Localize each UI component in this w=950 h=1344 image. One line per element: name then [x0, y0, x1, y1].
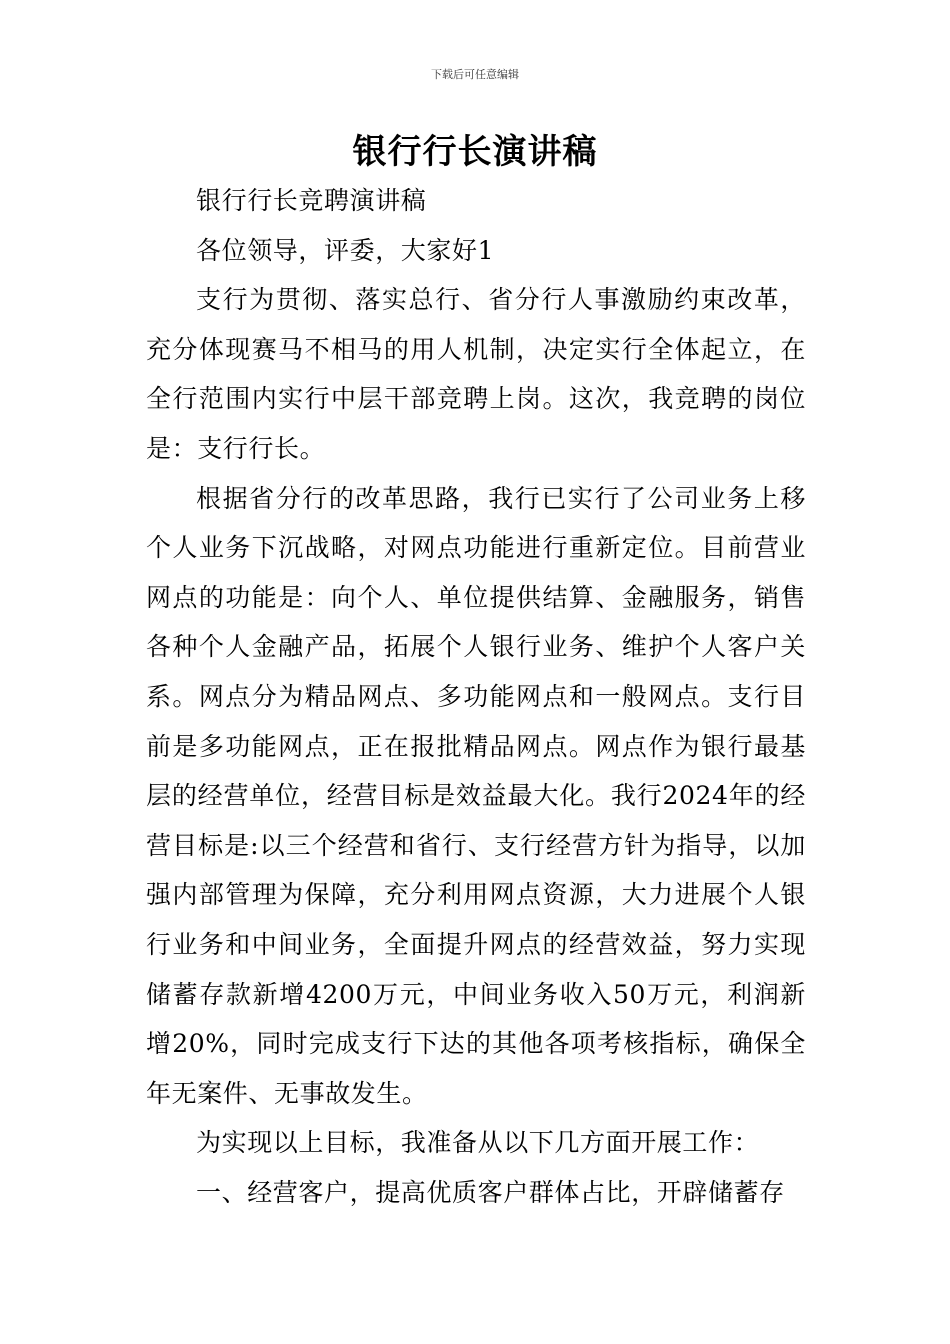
document-body [146, 176, 806, 1217]
paragraph-point-one: 一、经营客户，提高优质客户群体占比，开辟储蓄存 [196, 1177, 785, 1207]
paragraph-subtitle: 银行行长竞聘演讲稿 [196, 186, 427, 215]
paragraph-plan: 为实现以上目标，我准备从以下几方面开展工作： [196, 1128, 760, 1158]
paragraph-intro: 支行为贯彻、落实总行、省分行人事激励约束改革，充分体现赛马不相马的用人机制，决定实行全体起立，在全行范围内实行中层干部竞聘上岗。这次，我竞聘的岗位是：支行行长。 [146, 285, 806, 463]
document-title: 银行行长演讲稿 [352, 132, 598, 172]
paragraph-greeting: 各位领导，评委，大家好1 [196, 235, 495, 265]
header-note: 下载后可任意编辑 [431, 68, 519, 81]
paragraph-reform: 根据省分行的改革思路，我行已实行了公司业务上移个人业务下沉战略，对网点功能进行重新定位。目前营业网点的功能是：向个人、单位提供结算、金融服务，销售各种个人金融产品，拓展个人银行业务、维护个人客户关系。网点分为精品网点、多功能网点和一般网点。支行目前是多功能网点，正在报批精品网点。网点作为银行最基层的经营单位，经营目标是效益最大化。我行2024年的经营目标是:以三个经营和省行、支行经营方针为指导，以加强内部管理为保障，充分利用网点资源，大力进展个人银行业务和中间业务，全面提升网点的经营效益，努力实现储蓄存款新增4200万元，中间业务收入50万元，利润新增20%，同时完成支行下达的其他各项考核指标，确保全年无案件、无事故发生。 [146, 483, 806, 1108]
